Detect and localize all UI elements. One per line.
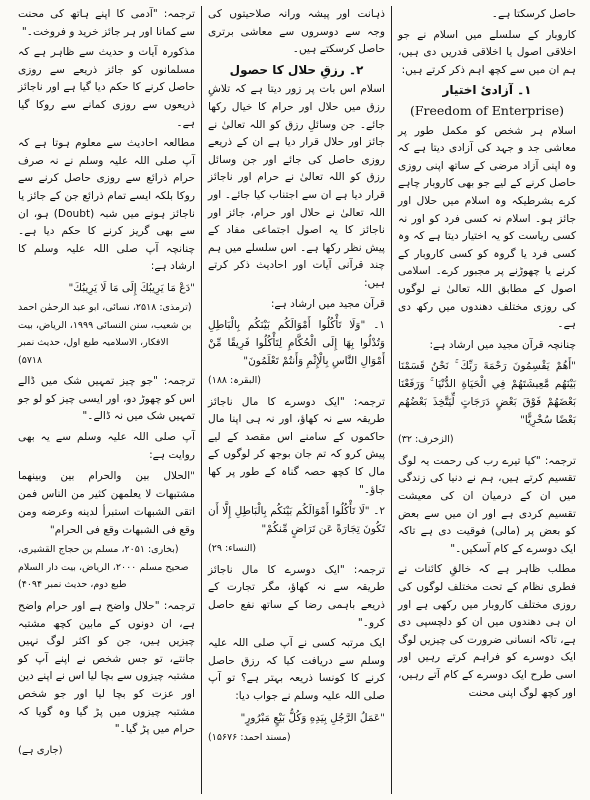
section-heading: ۲۔ رزقِ حلال کا حصول (229, 62, 364, 77)
arabic-quote: "الحلال بین والحرام بین وبینهما مشتبهات لا یعلمهن کثیر من الناس فمن اتقی الشبهات استبرأ لدینه وعرضه ومن وقع فی الشبهات وقع فی الحرام" (18, 470, 195, 537)
paragraph: ایک مرتبہ کسی نے آپ صلی اللہ علیہ وسلم سے دریافت کیا کہ رزق حاصل کرنے کا کونسا ذریعہ بہتر ہے؟ تو آپ صلی اللہ علیہ وسلم نے جواب دیا: (208, 637, 385, 702)
paragraph: حاصل کرسکتا ہے۔ (491, 8, 576, 20)
citation: (البقرہ: ۱۸۸) (208, 375, 261, 387)
paragraph: ترجمہ: "ایک دوسرے کا مال ناجائز طریقہ سے نہ کھاؤ، مگر تجارت کے ذریعے باہمی رضا کے ساتھ نفع حاصل کرو۔" (208, 563, 385, 629)
citation: (بخاری: ۲۰۵۱، مسلم بن حجاج القشیری، صحیح مسلم ۲۰۰۰، الریاض، بیت دار السلام طبع دوم، حدیث نمبر ۴۰۹۴) (18, 544, 189, 591)
paragraph: ترجمہ: "حلال واضح ہے اور حرام واضح ہے، ان دونوں کے مابین کچھ مشتبہ چیزیں ہیں، جن کو اکثر لوگ نہیں جانتے، تو جس شخص نے اپنے آپ کو مشتبہ چیزوں سے بچا لیا اس نے اپنے دین اور عزت کو بچا لیا اور جو شخص مشتبہ چیزوں میں پڑ گیا وہ گویا کہ حرام میں پڑ گیا۔" (18, 600, 195, 736)
section-heading: ۱۔ آزادیٔ اختیار (442, 83, 532, 98)
paragraph: کاروبار کے سلسلے میں اسلام نے جو اخلاقی اصول یا اخلاقی قدریں دی ہیں، ہم ان میں سے کچھ اہم ذکر کرتے ہیں: (398, 28, 576, 76)
citation: (مسند احمد: ۱۵۶۷۶) (208, 731, 291, 743)
column-left (12, 6, 202, 794)
paragraph: ترجمہ: "کیا تیرے رب کی رحمت یہ لوگ تقسیم کرتے ہیں، ہم نے دنیا کی زندگی میں ان کے درمیان ان کی معیشت تقسیم کردی ہے اور ان میں سے بعض کو بعض پر (مالی) فوقیت دی ہے تاکہ ایک دوسرے کے کام آسکیں۔" (398, 454, 576, 555)
english-subheading: (Freedom of Enterprise) (409, 102, 565, 118)
paragraph: مذکورہ آیات و حدیث سے ظاہر ہے کہ مسلمانوں کو جائز ذریعے سے روزی حاصل کرنے کا حکم دیا گیا ہے اور ناجائز ذریعوں سے روزی کمانے سے روکا گیا ہے۔ (18, 46, 195, 129)
paragraph: ترجمہ: "ایک دوسرے کا مال ناجائز طریقہ سے نہ کھاؤ، اور نہ ہی اپنا مال حاکموں کے سامنے اس مقصد کے لیے پیش کرو کہ تم جان بوجھ کر لوگوں کے مال کا کچھ حصہ گناہ کے طور پر کھا جاؤ۔" (208, 395, 385, 496)
paragraph: ترجمہ: "آدمی کا اپنے ہاتھ کی محنت سے کمانا اور ہر جائز خرید و فروخت۔" (18, 8, 195, 38)
arabic-quote: "عَمَلُ الرَّجُلِ بِيَدِهِ وَكُلُّ بَيْعٍ مَبْرُورٍ" (240, 711, 385, 724)
paragraph: ذہانت اور پیشہ ورانہ صلاحیتوں کی وجہ سے دوسروں سے معاشی برتری حاصل کرسکتے ہیں۔ (208, 8, 385, 56)
paragraph: آپ صلی اللہ علیہ وسلم سے یہ بھی روایت ہے: (18, 431, 195, 461)
paragraph: مطالعہ احادیث سے معلوم ہوتا ہے کہ آپ صلی اللہ علیہ وسلم نے نہ صرف حرام ذرائع سے روزی حاصل کرنے سے روکا بلکہ ایسے تمام ذرائع جن کے جائز یا ناجائز ہونے میں شبہ (Doubt) ہو، ان سے بھی گریز کرنے کا حکم دیا ہے۔ چنانچہ آپ صلی اللہ علیہ وسلم کا ارشاد ہے: (18, 137, 195, 273)
arabic-quote: "دَعْ مَا يَرِيبُكَ إِلَى مَا لَا يَرِيبُكَ" (68, 281, 195, 294)
column-middle (202, 6, 392, 794)
citation: (ترمذی: ۲۵۱۸، نسائی، ابو عبد الرحمٰن احمد بن شعیب، سنن النسائی ۱۹۹۹، الریاض، بیت الافکار، الاسلامیہ طبع اول، حدیث نمبر ۵۷۱۸) (18, 301, 192, 366)
paragraph: چنانچہ قرآن مجید میں ارشاد ہے: (429, 338, 576, 351)
paragraph: اسلام ہر شخص کو مکمل طور پر معاشی جد و جہد کی آزادی دیتا ہے کہ وہ اپنی آزاد مرضی کے ساتھ اپنی روزی حاصل کرنے کے لیے جو بھی کاروبار چاہے کرے بشرطیکہ وہ اسلام میں حلال اور جائز ہو۔ اسلام نہ کسی فرد کو اور نہ کسی ریاست کو یہ اختیار دیتا ہے کہ وہ کسی فرد یا گروہ کو کسی کاروبار کے کرنے یا چھوڑنے پر مجبور کرے۔ اسلامی اصول کے مطابق اللہ تعالیٰ نے لوگوں کی روزی مختلف دھندوں میں رکھ دی ہے۔ (398, 124, 576, 331)
paragraph: ترجمہ: "جو چیز تمہیں شک میں ڈالے اس کو چھوڑ دو، اور ایسی چیز کو لو جو تمہیں شک میں نہ ڈالے۔" (18, 375, 195, 423)
arabic-quote: ۲۔ "لَا تَأْكُلُوا أَمْوَالَكُم بَيْنَكُم بِالْبَاطِلِ إِلَّا أَن تَكُونَ تِجَارَةً عَن تَرَاضٍ مِّنكُمْ" (208, 505, 385, 536)
column-right (392, 6, 582, 794)
citation: (الزخرف: ۳۲) (398, 434, 454, 446)
continued-note: (جاری ہے) (18, 744, 63, 756)
arabic-quote: "أَهُمْ يَقْسِمُونَ رَحْمَةَ رَبِّكَ ۚ نَحْنُ قَسَمْنَا بَيْنَهُم مَّعِيشَتَهُمْ فِي الْحَيَاةِ الدُّنْيَا ۚ وَرَفَعْنَا بَعْضَهُمْ فَوْقَ بَعْضٍ دَرَجَاتٍ لِّيَتَّخِذَ بَعْضُهُم بَعْضًا سُخْرِيًّا" (398, 360, 576, 427)
paragraph: مطلب ظاہر ہے کہ خالقِ کائنات نے فطری نظام کے تحت مختلف لوگوں کی روزی مختلف کاروبار میں رکھی ہے اور ان ہی دھندوں میں ان کو دلچسپی دی ہے، تاکہ انسانی ضرورت کی چیزیں لوگ ایک دوسرے کو فراہم کرتے رہیں اور اسی طرح ایک دوسرے کے کام آتے رہیں، اور کچھ لوگ اپنی محنت (398, 563, 576, 699)
citation: (النساء: ۲۹) (208, 543, 257, 555)
paragraph: قرآن مجید میں ارشاد ہے: (270, 297, 385, 310)
paragraph: اسلام اس بات پر زور دیتا ہے کہ تلاشِ رزق میں حلال اور حرام کا خیال رکھا جائے۔ جن وسائلِ رزق کو اللہ تعالیٰ نے جائز اور حلال قرار دیا ہے ان کے ذریعے روزی حاصل کی جائے اور جن وسائل رزق کو اللہ تعالیٰ نے حرام اور ناجائز قرار دیا ہے ان سے اجتناب کیا جائے۔ اور اللہ تعالیٰ نے حلال اور حرام، جائز اور ناجائز کا یہ اصول اجتماعی مفاد کے پیش نظر رکھا ہے۔ اس سلسلے میں ہم چند قرآنی آیات اور احادیث ذکر کرتے ہیں: (208, 83, 385, 289)
arabic-quote: ۱۔ "وَلَا تَأْكُلُوا أَمْوَالَكُم بَيْنَكُم بِالْبَاطِلِ وَتُدْلُوا بِهَا إِلَى الْحُكَّامِ لِتَأْكُلُوا فَرِيقًا مِّنْ أَمْوَالِ النَّاسِ بِالْإِثْمِ وَأَنتُمْ تَعْلَمُونَ" (208, 319, 385, 368)
